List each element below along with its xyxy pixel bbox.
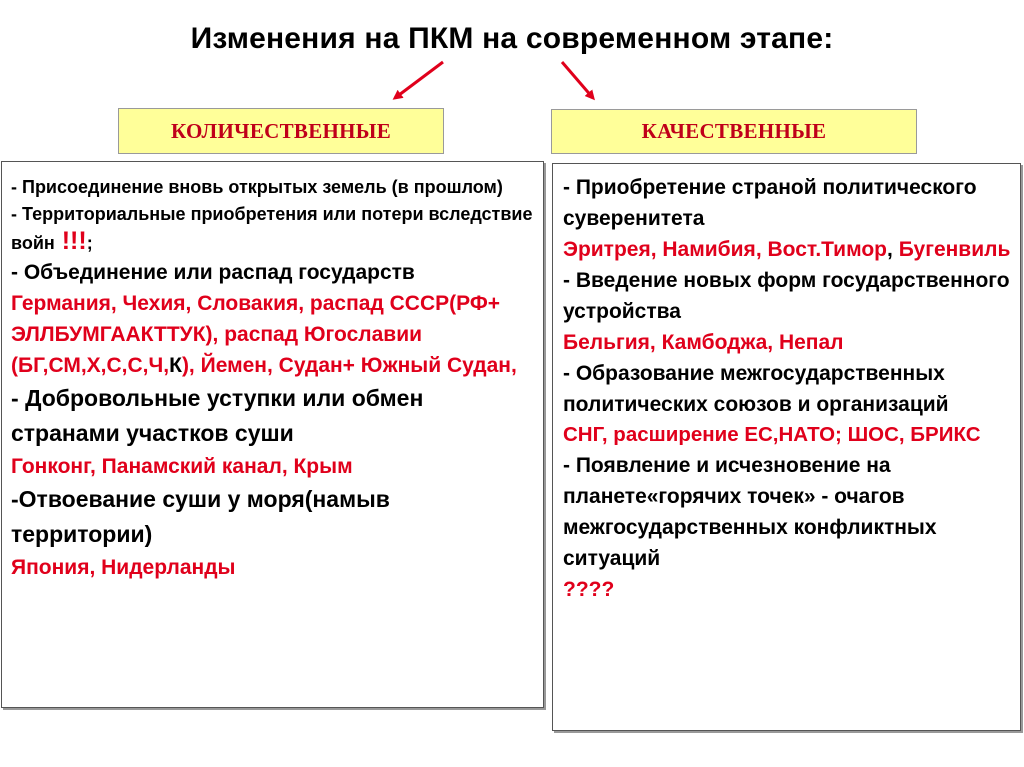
example-text: Бельгия, Камбоджа, Непал: [563, 331, 844, 354]
page-title: Изменения на ПКМ на современном этапе:: [190, 22, 834, 55]
list-item: - Добровольные уступки или обмен странами участков суши: [11, 385, 424, 446]
example-text: Эритрея, Намибия, Вост.Тимор, Бугенвиль: [563, 238, 1011, 261]
list-item: - Присоединение вновь открытых земель (в прошлом): [11, 177, 503, 197]
quantitative-box: [1, 161, 544, 708]
qualitative-box: [552, 163, 1021, 731]
example-text: ????: [563, 578, 615, 601]
list-item: -Отвоевание суши у моря(намыв территории): [11, 486, 390, 547]
list-item: - Объединение или распад государств: [11, 261, 415, 284]
arrow-right-icon: [562, 62, 593, 98]
list-item: - Введение новых форм государственного устройства: [563, 269, 1010, 323]
quantitative-label: КОЛИЧЕСТВЕННЫЕ: [118, 108, 444, 154]
example-text: СНГ, расширение ЕС,НАТО; ШОС, БРИКС: [563, 423, 981, 446]
arrows: [0, 0, 1024, 110]
list-item: - Приобретение страной политического суверенитета: [563, 176, 977, 230]
list-item: - Появление и исчезновение на планете«горячих точек» - очагов межгосударственных конфликтных ситуаций: [563, 454, 937, 570]
list-item: - Территориальные приобретения или потери вследствие войн !!!;: [11, 204, 533, 255]
example-text: Япония, Нидерланды: [11, 556, 236, 579]
list-item: - Образование межгосударственных политических союзов и организаций: [563, 362, 949, 416]
qualitative-label: КАЧЕСТВЕННЫЕ: [551, 109, 917, 154]
example-text: Германия, Чехия, Словакия, распад СССР(РФ+ ЭЛЛБУМГААКТТУК), распад Югославии (БГ,СМ,Х,С,С,Ч,К), Йемен, Судан+ Южный Судан,: [11, 292, 517, 377]
example-text: Гонконг, Панамский канал, Крым: [11, 455, 353, 478]
arrow-left-icon: [395, 62, 443, 98]
